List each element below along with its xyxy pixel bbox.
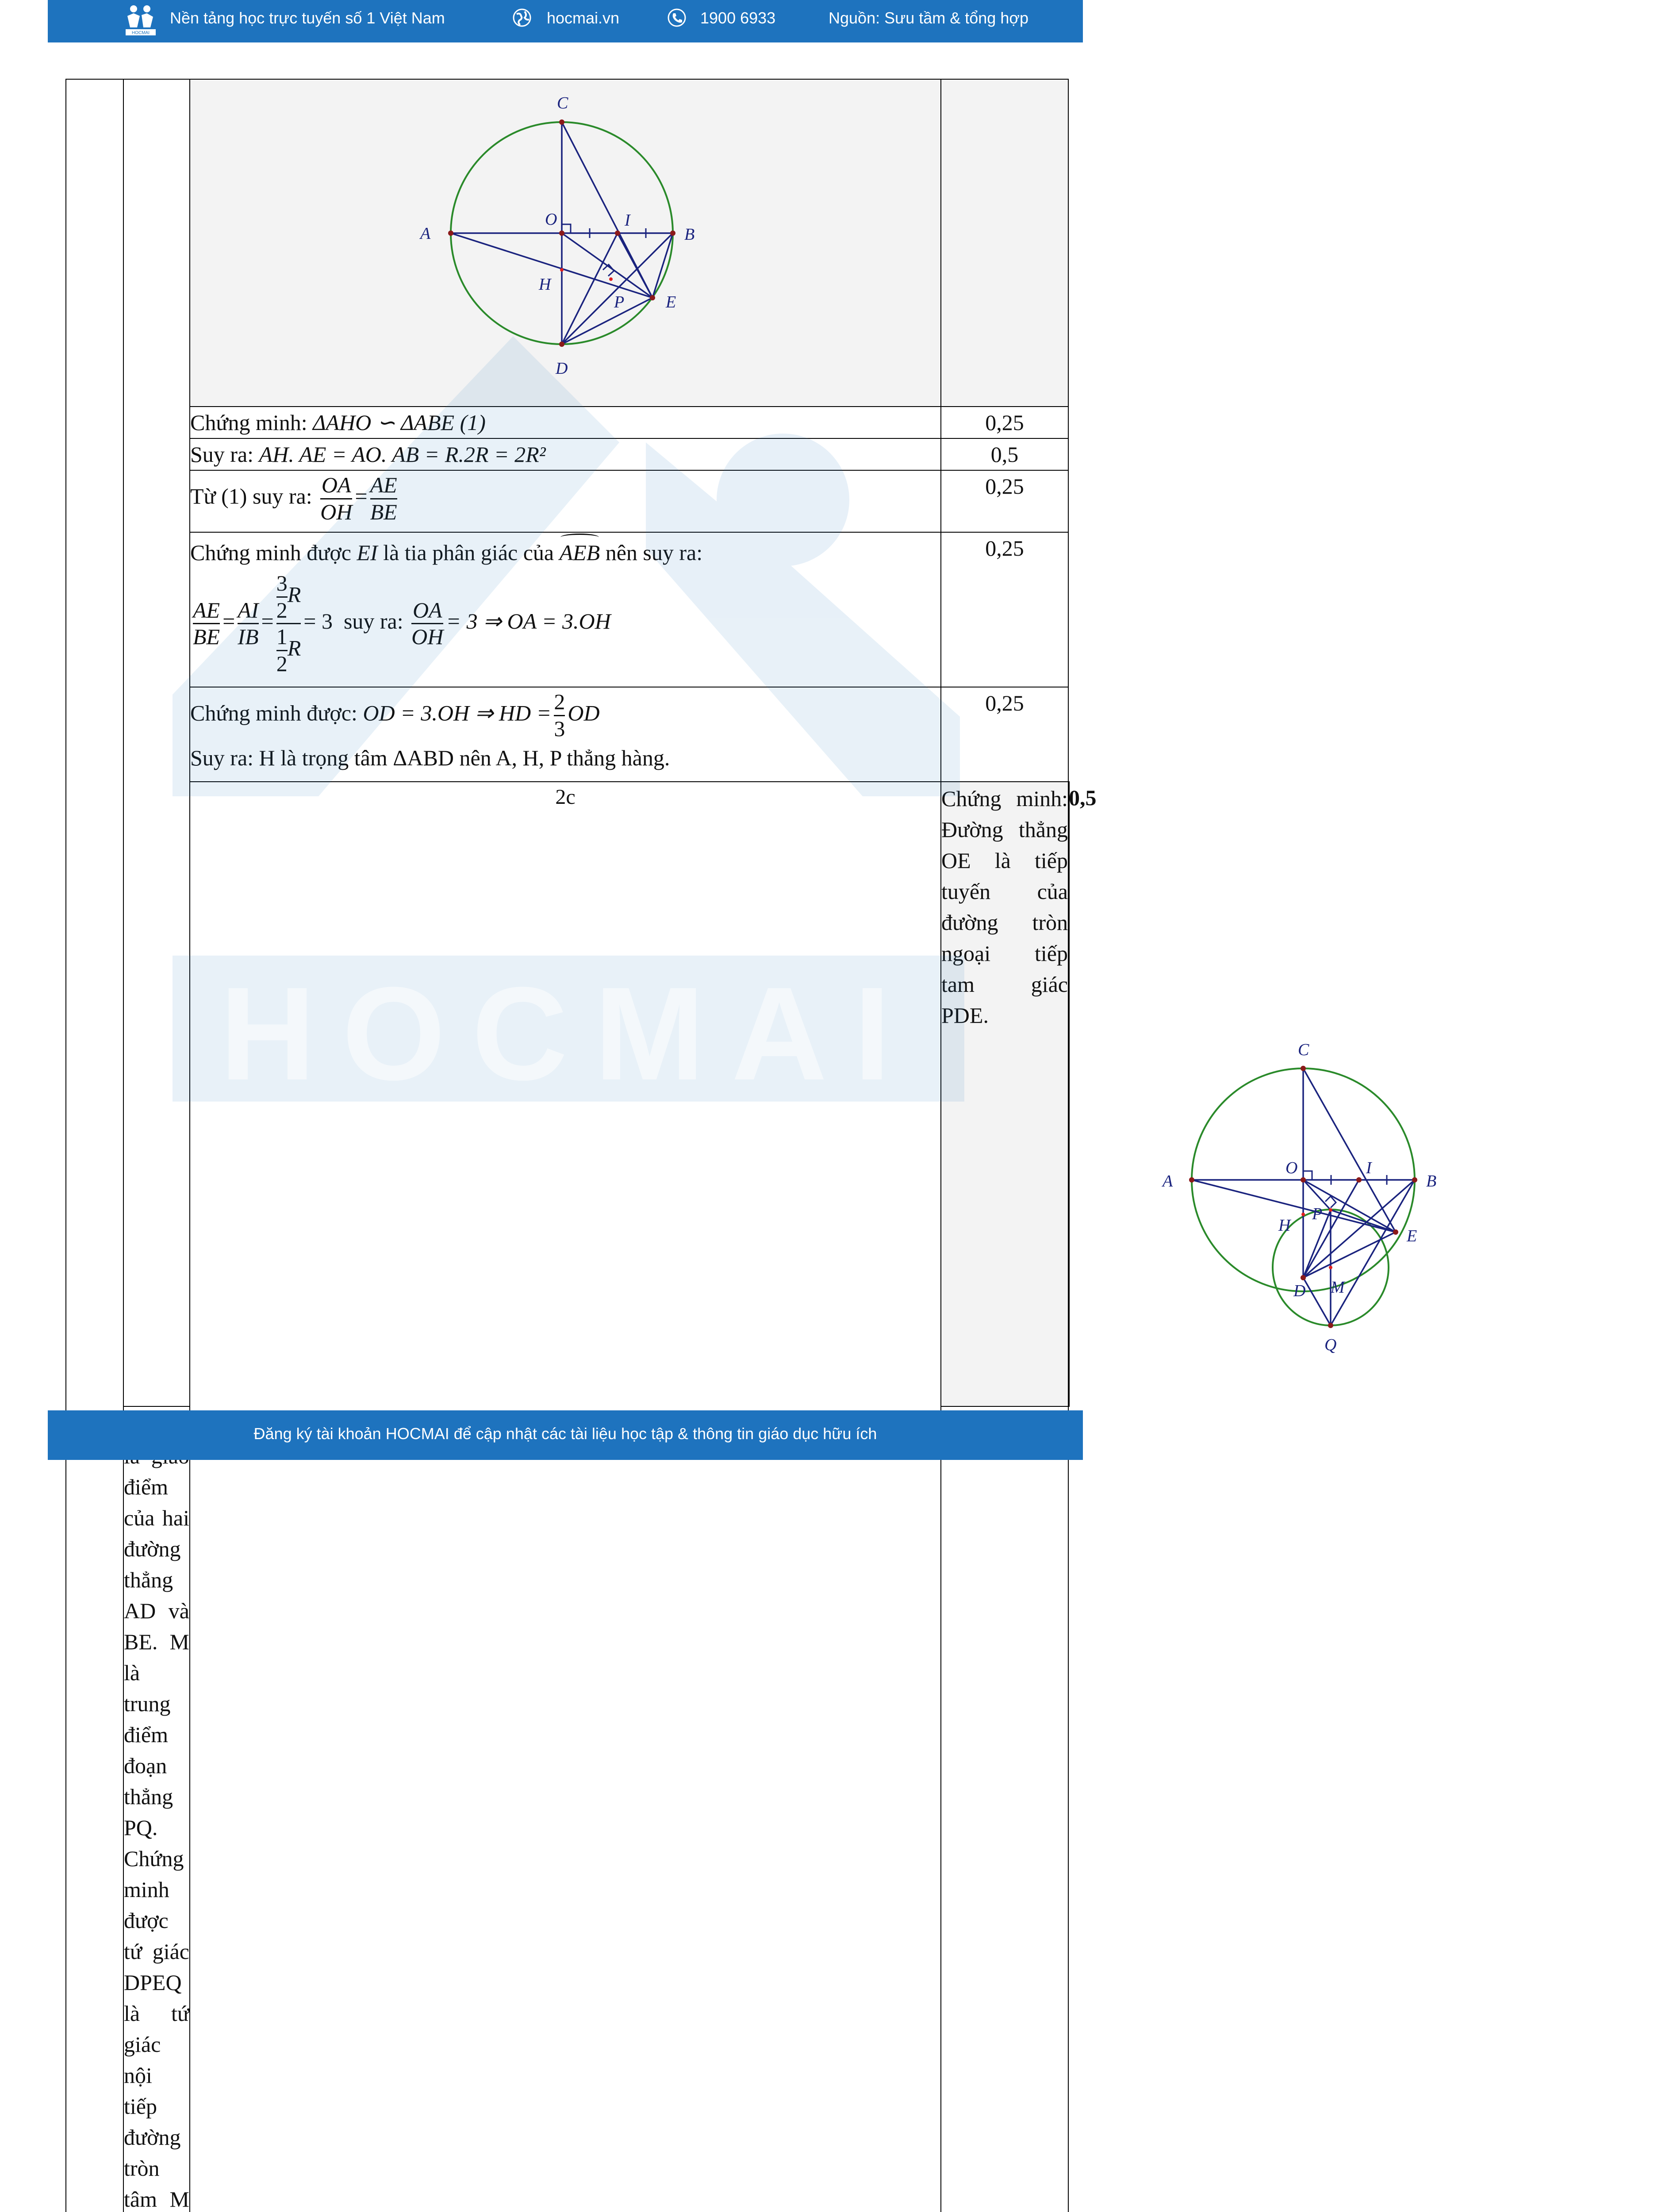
col-problem-number xyxy=(66,79,123,2212)
fraction-2-3 xyxy=(554,689,565,741)
fig2-point-M xyxy=(1329,1266,1332,1269)
frac-1: 1 xyxy=(276,624,288,649)
fig2-label-M: M xyxy=(1331,1278,1345,1297)
figure1-score-cell xyxy=(941,79,1068,407)
fig2-label-E: E xyxy=(1407,1227,1417,1245)
label-H: H xyxy=(539,275,551,294)
figure1-cell xyxy=(190,79,941,407)
frac-IB: IB xyxy=(238,624,259,649)
step7-paragraph-2: Chứng minh được tứ giác DPEQ là tứ giác nội tiếp đường tròn tâm M xyxy=(124,1846,189,2212)
point-O xyxy=(559,230,564,236)
step5-line1 xyxy=(190,689,940,741)
step5-expr1: OD = 3.OH ⇒ HD = xyxy=(363,700,552,726)
step-row-3 xyxy=(66,470,1069,532)
step5-line2: Suy ra: H là trọng tâm ΔABD nên A, H, P thẳng hàng. xyxy=(190,745,670,770)
part-2c-row xyxy=(66,782,1069,1406)
frac-2a: 2 xyxy=(276,596,288,623)
label-P: P xyxy=(614,293,625,311)
step3-text: Từ (1) suy ra: $\frac{OA}{OH}$ = $\frac{AE}{BE}$ xyxy=(190,470,941,532)
label-C: C xyxy=(557,94,568,112)
fig2-label-D: D xyxy=(1293,1282,1306,1300)
fig2-point-B xyxy=(1412,1177,1417,1183)
fraction-3-2 xyxy=(276,571,288,623)
fig2-point-A xyxy=(1189,1177,1194,1183)
fig2-label-A: A xyxy=(1163,1172,1173,1190)
step4-text xyxy=(190,532,941,687)
step5-expr2: OD xyxy=(568,700,600,726)
var-R-1: R xyxy=(287,582,301,607)
step4-score: 0,25 xyxy=(941,532,1068,687)
frac-num-2: 2 xyxy=(554,689,565,714)
fig2-point-E xyxy=(1393,1229,1398,1235)
logo-text: HOCMAI xyxy=(132,31,150,35)
fig2-segment-DB xyxy=(1303,1180,1415,1278)
part-label-2c: 2c xyxy=(190,782,941,2212)
frac-AI: AI xyxy=(238,597,259,622)
part-2c-score: 0,5 xyxy=(1068,782,1069,1406)
step-row-2 xyxy=(66,438,1069,470)
step5-prefix: Chứng minh được: xyxy=(190,700,357,726)
fig2-label-C: C xyxy=(1298,1041,1309,1059)
step4-suffix: nên suy ra: xyxy=(605,540,703,565)
step4-line1 xyxy=(190,533,940,568)
segment-DB xyxy=(562,233,673,344)
hocmai-logo-icon xyxy=(124,4,159,38)
point-C xyxy=(559,119,564,125)
fraction-OA-OH-2 xyxy=(411,598,443,650)
point-E xyxy=(650,295,655,300)
label-O: O xyxy=(545,210,557,229)
step2-expression: AH. AE = AO. AB = R.2R = 2R² xyxy=(259,442,546,467)
step-row-5 xyxy=(66,687,1069,782)
label-E: E xyxy=(666,293,676,311)
footer-text: Đăng ký tài khoản HOCMAI để cập nhật các tài liệu học tập & thông tin giáo dục hữu ích xyxy=(253,1425,877,1443)
fig2-point-O xyxy=(1301,1177,1306,1183)
frac-OA2: OA xyxy=(412,597,442,622)
figure2-diagram xyxy=(941,1031,1673,1398)
figure1-diagram xyxy=(190,80,941,398)
point-A xyxy=(448,230,453,236)
label-D: D xyxy=(556,359,568,378)
frac-BE: BE xyxy=(193,624,220,649)
step3-score: 0,25 xyxy=(941,470,1068,532)
label-B: B xyxy=(684,225,695,244)
col-part-label xyxy=(123,79,190,1406)
fraction-AE-BE xyxy=(370,472,397,525)
globe-icon xyxy=(512,8,532,27)
frac-AE: AE xyxy=(193,597,220,622)
header-hotline: 1900 6933 xyxy=(700,9,776,27)
step7-text xyxy=(123,1406,190,2212)
step4-var-EI: EI xyxy=(357,540,378,565)
frac-OH2: OH xyxy=(411,624,444,649)
fraction-OA-OH xyxy=(320,472,352,525)
fraction-AE-BE-2 xyxy=(193,598,220,650)
step4-mid-text: là tia phân giác của xyxy=(383,540,554,565)
angle-AEB: AEB xyxy=(560,533,600,568)
watermark-text: HOCMAI xyxy=(219,959,917,1108)
fig2-point-Q xyxy=(1328,1323,1333,1328)
frac-den-BE: BE xyxy=(370,499,397,524)
point-D xyxy=(559,342,564,347)
frac-2b: 2 xyxy=(276,650,288,677)
point-P xyxy=(609,277,613,281)
fig2-label-O: O xyxy=(1285,1159,1298,1177)
frac-num-OA: OA xyxy=(321,472,351,497)
step1-text xyxy=(190,407,941,438)
fig2-label-Q: Q xyxy=(1324,1336,1337,1354)
header-slogan: Nền tảng học trực tuyến số 1 Việt Nam xyxy=(170,9,445,27)
fig2-point-I xyxy=(1356,1177,1362,1183)
fig2-segment-DQ xyxy=(1303,1278,1331,1325)
fraction-compound xyxy=(276,571,301,676)
label-A: A xyxy=(420,224,431,243)
step-row-1 xyxy=(66,407,1069,438)
frac-den-3: 3 xyxy=(554,715,565,742)
step2-text xyxy=(190,438,941,470)
step1-score: 0,25 xyxy=(941,407,1068,438)
part-2c-statement: Chứng minh: Đường thẳng OE là tiếp tuyến của đường tròn ngoại tiếp tam giác PDE. xyxy=(941,786,1068,1028)
label-I: I xyxy=(625,211,630,230)
header-bar xyxy=(48,0,1083,42)
step1-prefix: Chứng minh: xyxy=(190,410,307,435)
step4-prefix: Chứng minh được xyxy=(190,540,351,565)
step5-text xyxy=(190,687,941,782)
fig2-label-I: I xyxy=(1366,1159,1372,1177)
fig2-label-H: H xyxy=(1278,1216,1291,1235)
phone-icon xyxy=(667,8,687,27)
step4-suy-ra: suy ra: xyxy=(343,608,403,634)
var-R-2: R xyxy=(287,635,301,661)
frac-num-AE: AE xyxy=(370,472,397,497)
eq-3: = 3 xyxy=(303,608,333,634)
segment-DI xyxy=(562,233,618,344)
step5-score: 0,25 xyxy=(941,687,1068,782)
header-website-link[interactable]: hocmai.vn xyxy=(547,9,620,27)
step4-line2: $\frac{AE}{BE}$ = $\frac{AI}{IB}$ = $\frac{3}{2}$ R $\frac{1}{2}$ R = 3 suy ra: $\frac{OA}{OH}$ = 3 ⇒ OA = 3.OH xyxy=(193,571,611,676)
frac-den-OH: OH xyxy=(320,499,353,524)
fig2-label-B: B xyxy=(1426,1172,1437,1190)
fraction-1-2 xyxy=(276,624,288,676)
figure1-row xyxy=(66,79,1069,407)
fig2-point-C xyxy=(1301,1066,1306,1071)
step-row-4 xyxy=(66,532,1069,687)
step2-score: 0,5 xyxy=(941,438,1068,470)
solution-table xyxy=(65,79,1437,2212)
step7-score xyxy=(941,1406,1068,2212)
step2-prefix: Suy ra: xyxy=(190,442,254,467)
step3-prefix: Từ (1) suy ra: xyxy=(190,484,312,509)
step4-conclusion: = 3 ⇒ OA = 3.OH xyxy=(446,608,611,634)
fig2-label-P: P xyxy=(1312,1205,1323,1223)
header-source: Nguồn: Sưu tầm & tổng hợp xyxy=(829,9,1028,27)
fraction-AI-IB xyxy=(238,598,258,650)
segment-DE xyxy=(562,298,652,344)
point-H xyxy=(560,268,564,272)
fig2-point-P xyxy=(1329,1208,1332,1212)
fig2-point-H xyxy=(1301,1213,1305,1216)
frac-3: 3 xyxy=(276,571,288,595)
point-I xyxy=(615,230,620,236)
step7-paragraph-1: điểm của hai đường thẳng AD và BE. M là trung điểm đoạn thẳng PQ. xyxy=(124,1475,189,1840)
footer-bar xyxy=(48,1410,1083,1460)
fig2-point-D xyxy=(1301,1275,1306,1280)
point-B xyxy=(670,230,675,236)
step1-expression: ΔAHO ∽ ΔABE (1) xyxy=(313,410,486,435)
